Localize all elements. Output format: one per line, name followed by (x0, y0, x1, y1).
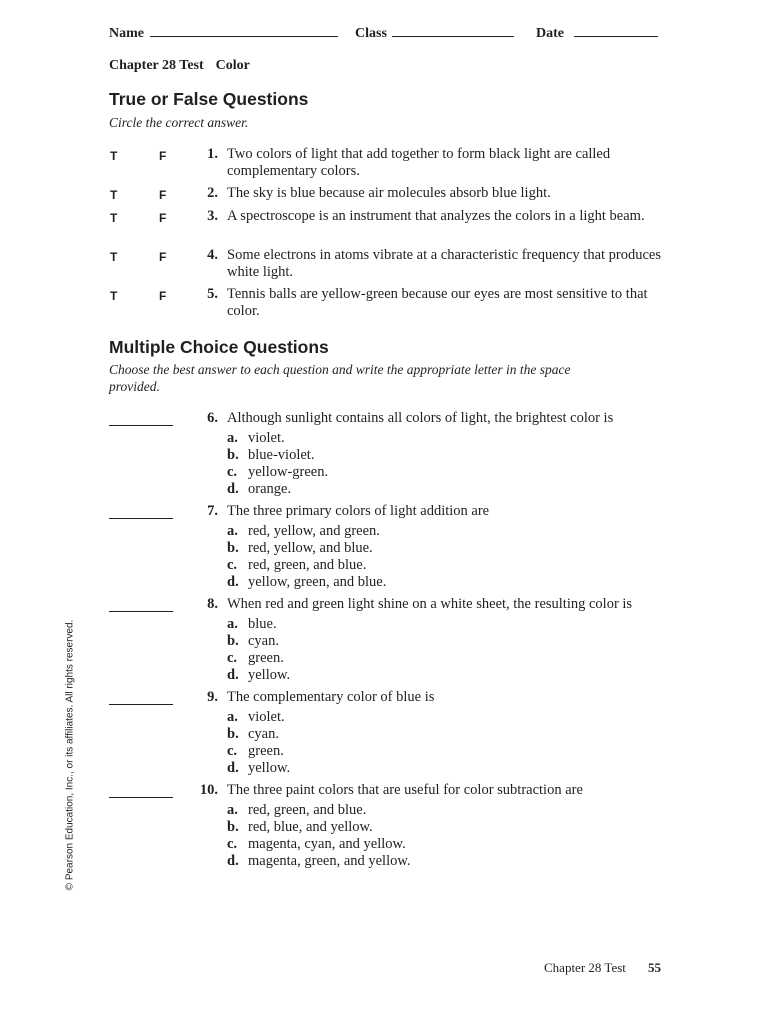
option-letter: b. (227, 633, 239, 649)
date-field[interactable] (536, 24, 658, 42)
answer-option (227, 481, 291, 498)
option-text: red, green, and blue. (248, 557, 367, 573)
question-number: 9. (207, 689, 218, 705)
option-text: cyan. (248, 726, 279, 742)
option-letter: a. (227, 430, 238, 446)
question-text: The complementary color of blue is (227, 689, 435, 705)
answer-option (227, 760, 290, 777)
date-label: Date (536, 26, 564, 41)
answer-option (227, 464, 328, 481)
answer-option (227, 616, 277, 633)
option-text: green. (248, 650, 284, 666)
option-letter: a. (227, 709, 238, 725)
question-text: Tennis balls are yellow-green because our eyes are most sensitive to that color. (227, 286, 648, 319)
chapter-test-label: Chapter 28 Test (109, 58, 204, 73)
question-text: The three primary colors of light addition are (227, 503, 490, 519)
true-option[interactable]: T (110, 188, 118, 202)
option-text: red, yellow, and green. (248, 523, 380, 539)
answer-option (227, 802, 366, 819)
option-text: yellow. (248, 760, 291, 776)
true-option[interactable]: T (110, 149, 118, 163)
class-field[interactable] (355, 24, 514, 42)
option-letter: b. (227, 540, 239, 556)
option-text: red, blue, and yellow. (248, 819, 373, 835)
answer-blank[interactable] (109, 425, 173, 426)
name-label: Name (109, 26, 144, 41)
answer-blank[interactable] (109, 797, 173, 798)
option-letter: d. (227, 760, 239, 776)
option-text: red, yellow, and blue. (248, 540, 373, 556)
question-text: Some electrons in atoms vibrate at a characteristic frequency that produces white light. (227, 247, 662, 280)
chapter-topic: Color (215, 58, 250, 73)
name-field[interactable] (109, 24, 338, 42)
question-text: When red and green light shine on a white sheet, the resulting color is (227, 596, 633, 612)
option-text: orange. (248, 481, 292, 497)
question-number: 8. (207, 596, 218, 612)
answer-blank[interactable] (109, 611, 173, 612)
multiple-choice-title: Multiple Choice Questions (109, 337, 329, 357)
date-blank[interactable] (574, 24, 658, 37)
question-text: A spectroscope is an instrument that analyzes the colors in a light beam. (227, 208, 645, 224)
option-letter: c. (227, 464, 238, 480)
footer-label: Chapter 28 Test (544, 960, 626, 975)
question-number: 2. (207, 185, 218, 201)
answer-blank[interactable] (109, 518, 173, 519)
option-letter: a. (227, 523, 238, 539)
question-text: Two colors of light that add together to form black light are called complementary colors. (227, 146, 611, 179)
option-letter: a. (227, 802, 238, 818)
answer-option (227, 743, 284, 760)
option-text: blue. (248, 616, 277, 632)
true-option[interactable]: T (110, 211, 118, 225)
true-option[interactable]: T (110, 289, 118, 303)
answer-option (227, 726, 279, 743)
question-number: 10. (199, 782, 218, 798)
answer-option (227, 633, 279, 650)
option-letter: b. (227, 726, 239, 742)
option-text: magenta, green, and yellow. (248, 853, 411, 869)
answer-option (227, 650, 284, 667)
answer-option (227, 540, 373, 557)
multiple-choice-instruction: Choose the best answer to each question and write the appropriate letter in the space provided. (109, 362, 571, 394)
question-number: 1. (207, 146, 218, 162)
question-number: 3. (207, 208, 218, 224)
true-false-instruction: Circle the correct answer. (109, 115, 249, 130)
answer-option (227, 836, 406, 853)
answer-blank[interactable] (109, 704, 173, 705)
false-option[interactable]: F (159, 289, 167, 303)
answer-option (227, 853, 411, 870)
page-number: 55 (648, 960, 661, 975)
option-letter: c. (227, 650, 238, 666)
option-letter: b. (227, 447, 239, 463)
answer-option (227, 709, 285, 726)
question-number: 5. (207, 286, 218, 302)
false-option[interactable]: F (159, 211, 167, 225)
name-blank[interactable] (150, 24, 338, 37)
question-number: 6. (207, 410, 218, 426)
answer-option (227, 667, 290, 684)
option-text: cyan. (248, 633, 279, 649)
option-text: yellow-green. (248, 464, 329, 480)
option-text: violet. (248, 709, 285, 725)
class-blank[interactable] (392, 24, 514, 37)
option-text: yellow. (248, 667, 291, 683)
question-number: 7. (207, 503, 218, 519)
false-option[interactable]: F (159, 149, 167, 163)
option-text: green. (248, 743, 284, 759)
answer-option (227, 523, 380, 540)
chapter-heading (109, 58, 250, 74)
option-letter: c. (227, 836, 238, 852)
question-number: 4. (207, 247, 218, 263)
true-false-title: True or False Questions (109, 89, 309, 109)
question-text: Although sunlight contains all colors of light, the brightest color is (227, 410, 614, 426)
option-text: violet. (248, 430, 285, 446)
option-letter: d. (227, 853, 239, 869)
false-option[interactable]: F (159, 188, 167, 202)
option-text: red, green, and blue. (248, 802, 367, 818)
copyright-note: © Pearson Education, Inc., or its affiliates. All rights reserved. (64, 619, 76, 891)
answer-option (227, 557, 366, 574)
option-text: magenta, cyan, and yellow. (248, 836, 406, 852)
option-letter: b. (227, 819, 239, 835)
answer-option (227, 447, 314, 464)
answer-option (227, 574, 386, 591)
option-letter: a. (227, 616, 238, 632)
question-text: The three paint colors that are useful for color subtraction are (227, 782, 583, 798)
option-letter: c. (227, 557, 238, 573)
false-option[interactable]: F (159, 250, 167, 264)
option-letter: d. (227, 481, 239, 497)
answer-option (227, 819, 373, 836)
question-text: The sky is blue because air molecules absorb blue light. (227, 185, 551, 201)
class-label: Class (355, 26, 387, 41)
option-text: blue-violet. (248, 447, 315, 463)
answer-option (227, 430, 285, 447)
option-letter: d. (227, 574, 239, 590)
true-option[interactable]: T (110, 250, 118, 264)
option-text: yellow, green, and blue. (248, 574, 387, 590)
option-letter: c. (227, 743, 238, 759)
option-letter: d. (227, 667, 239, 683)
